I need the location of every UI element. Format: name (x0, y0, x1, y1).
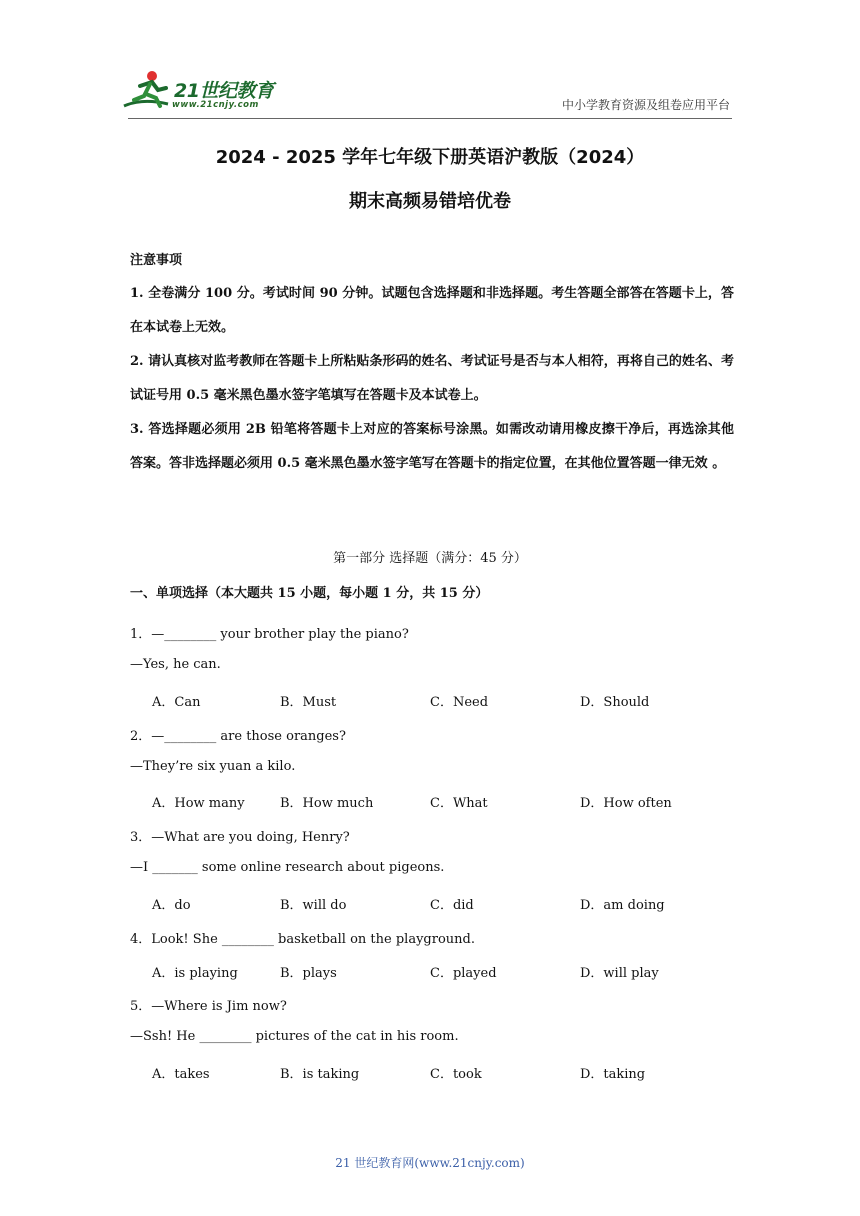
section-title: 第一部分 选择题（满分：45 分） (333, 551, 527, 566)
notice-item: 3. 答选择题必须用 2B 铅笔将答题卡上对应的答案标号涂黑。如需改动请用橡皮擦干净后，再选涂其他答案。答非选择题必须用 0.5 毫米黑色墨水签字笔写在答题卡的指定位置，在其他位置答题一律无效 。 (130, 422, 734, 471)
notice-item: 1. 全卷满分 100 分。考试时间 90 分钟。试题包含选择题和非选择题。考生答题全部答在答题卡上，答在本试卷上无效。 (130, 286, 734, 335)
option-b: B．will do (280, 898, 347, 913)
question-stem: —I _______ some online research about pigeons. (130, 860, 445, 875)
option-b: B．How much (280, 796, 374, 811)
exam-subtitle: 期末高频易错培优卷 (349, 191, 511, 212)
option-a: A．How many (152, 796, 245, 811)
option-c: C．Need (430, 695, 489, 710)
exam-title: 2024 - 2025 学年七年级下册英语沪教版（2024） (215, 147, 645, 168)
option-d: D．Should (580, 695, 650, 710)
footer-link[interactable]: 21 世纪教育网(www.21cnjy.com) (335, 1156, 525, 1170)
option-a: A．takes (152, 1067, 210, 1082)
option-c: C．did (430, 898, 474, 913)
question-stem: 3．—What are you doing, Henry? (130, 830, 350, 845)
option-c: C．played (430, 966, 497, 981)
option-d: D．am doing (580, 898, 665, 913)
option-b: B．is taking (280, 1067, 360, 1082)
header-divider (128, 118, 732, 119)
question-stem: —They’re six yuan a kilo. (130, 759, 296, 774)
option-a: A．Can (152, 695, 201, 710)
option-d: D．How often (580, 796, 672, 811)
option-c: C．What (430, 796, 488, 811)
option-c: C．took (430, 1067, 482, 1082)
part-title: 一、单项选择（本大题共 15 小题，每小题 1 分，共 15 分） (130, 586, 489, 601)
option-d: D．will play (580, 966, 659, 981)
option-b: B．plays (280, 966, 337, 981)
question-stem: —Yes, he can. (130, 657, 221, 672)
question-stem: 1．—________ your brother play the piano? (130, 627, 409, 642)
option-a: A．do (152, 898, 191, 913)
question-stem: 4．Look! She ________ basketball on the playground. (130, 932, 475, 947)
logo-text: 21世纪教育 (174, 80, 274, 102)
option-d: D．taking (580, 1067, 646, 1082)
option-b: B．Must (280, 695, 337, 710)
notice-heading: 注意事项 (130, 253, 183, 268)
notice-item: 2. 请认真核对监考教师在答题卡上所粘贴条形码的姓名、考试证号是否与本人相符，再将自己的姓名、考试证号用 0.5 毫米黑色墨水签字笔填写在答题卡及本试卷上。 (130, 354, 734, 403)
question-stem: —Ssh! He ________ pictures of the cat in his room. (130, 1029, 459, 1044)
logo-url: www.21cnjy.com (172, 100, 259, 110)
question-stem: 5．—Where is Jim now? (130, 999, 287, 1014)
option-a: A．is playing (152, 966, 238, 981)
question-stem: 2．—________ are those oranges? (130, 729, 346, 744)
platform-label: 中小学教育资源及组卷应用平台 (561, 98, 730, 112)
logo (122, 68, 292, 116)
